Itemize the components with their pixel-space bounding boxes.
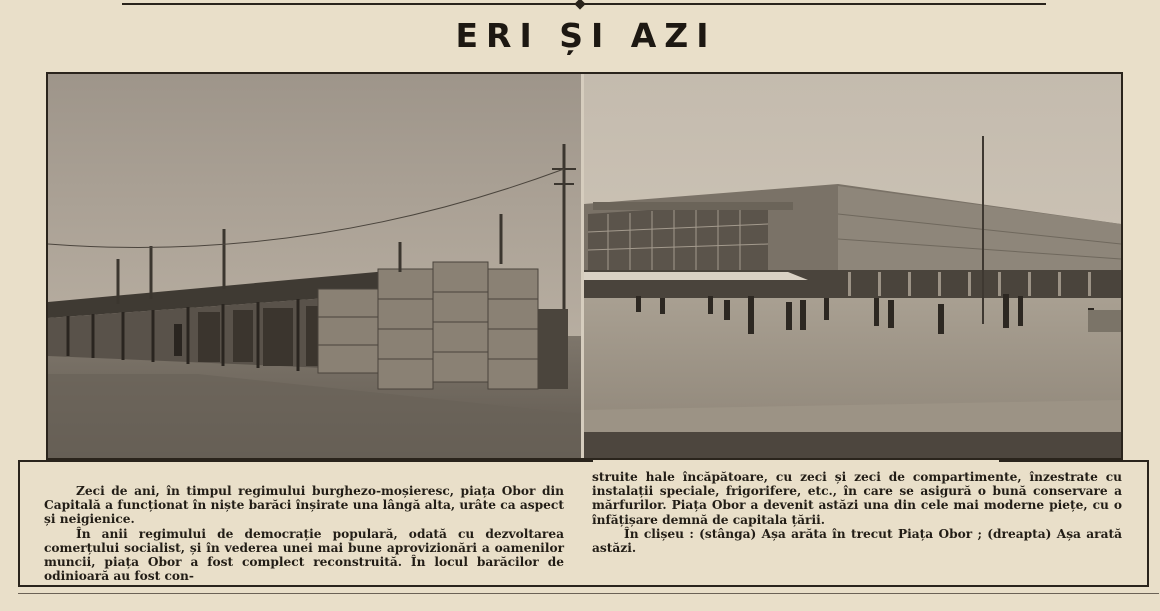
headline: ERI ȘI AZI xyxy=(455,16,717,55)
bottom-rule xyxy=(18,593,1159,594)
caption-paragraph: Zeci de ani, în timpul regimului burghezo-moșieresc, piața Obor din Capitală a funcționat în niște barăci înșirate una lângă alta, urâte ca aspect și neigienice. xyxy=(44,484,564,527)
photo-frame xyxy=(46,72,1123,460)
caption-paragraph: struite hale încăpătoare, cu zeci și zeci de compartimente, înzestrate cu instalații speciale, frigorifere, etc., în care se asigură o bună conservare a mărfurilor. Piața Obor a devenit astăzi una din cele mai moderne piețe, cu o înfățișare demnă de capitala țării. xyxy=(592,470,1122,527)
caption-paragraph: În clișeu : (stânga) Așa arăta în trecut Piața Obor ; (dreapta) Așa arată astăzi. xyxy=(592,526,1122,556)
caption-paragraph: În anii regimului de democrație populară, odată cu dezvoltarea comerțului socialist, și în vederea unei mai bune aprovizionări a oamenilor muncii, piața Obor a fost complect reconstruită. În locul barăcilor de odinioară au fost con- xyxy=(44,526,564,584)
caption-column-left xyxy=(44,484,564,583)
photo-divider xyxy=(581,74,584,458)
photo-right xyxy=(584,74,1121,458)
top-ornament xyxy=(574,0,585,10)
photo-composite xyxy=(48,74,1121,458)
caption-column-right xyxy=(592,470,1122,555)
photo-left xyxy=(48,74,581,458)
